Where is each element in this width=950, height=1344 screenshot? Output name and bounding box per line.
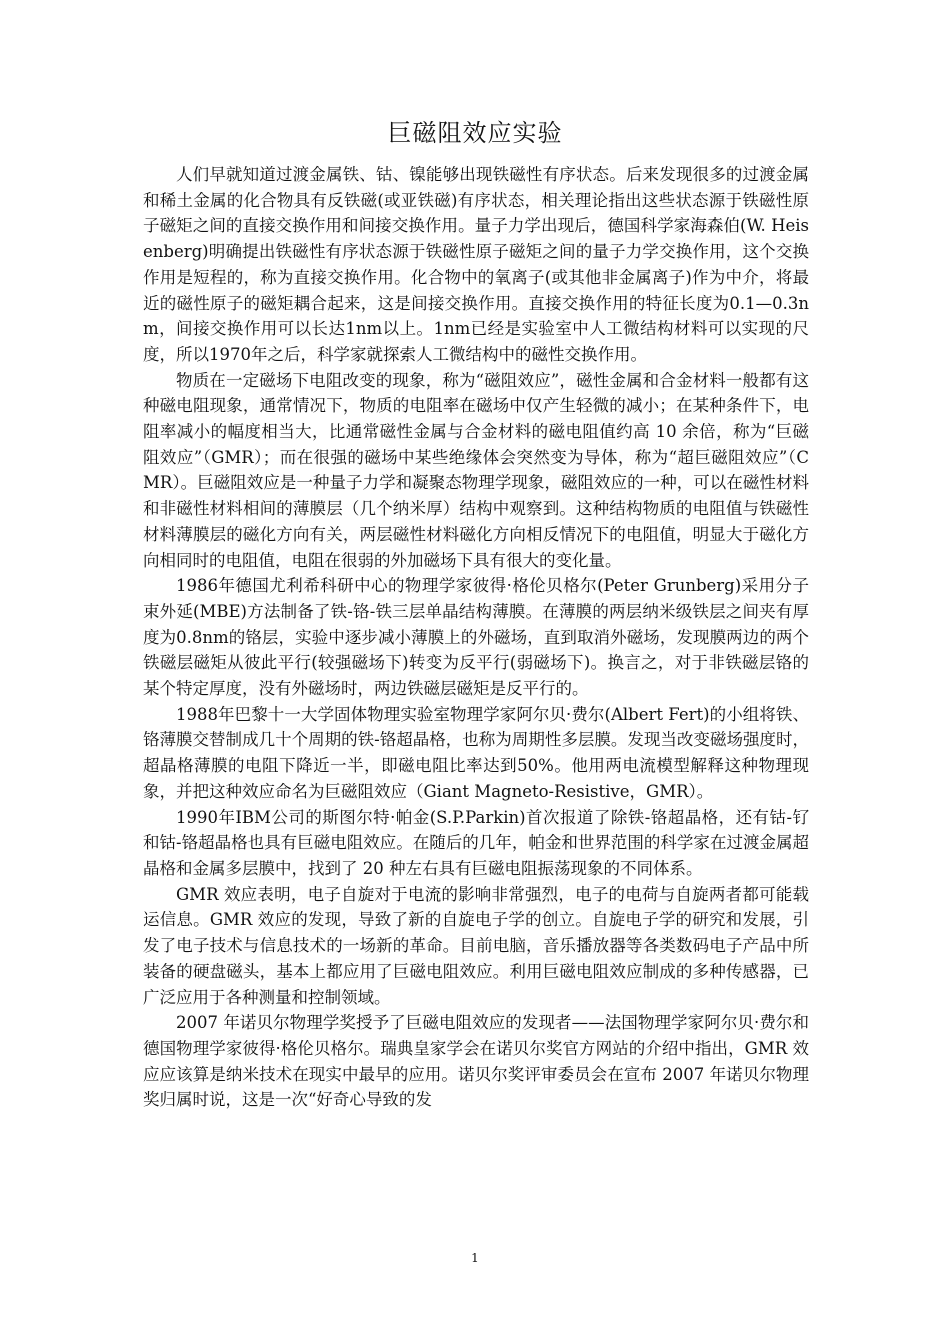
paragraph-magnetoresistance: 物质在一定磁场下电阻改变的现象，称为“磁阻效应”，磁性金属和合金材料一般都有这种磁电阻现象，通常情况下，物质的电阻率在磁场中仅产生轻微的减小；在某种条件下，电阻率减小的幅度相当大，比通常磁性金属与合金材料的磁电阻值约高 10 余倍，称为“巨磁阻效应”（GMR）；而在很强的磁场中某些绝缘体会突然变为导体，称为“超巨磁阻效应”（CMR）。巨磁阻效应是一种量子力学和凝聚态物理学现象，磁阻效应的一种，可以在磁性材料和非磁性材料相间的薄膜层（几个纳米厚）结构中观察到。这种结构物质的电阻值与铁磁性材料薄膜层的磁化方向有关，两层磁性材料磁化方向相反情况下的电阻值，明显大于磁化方向相同时的电阻值，电阻在很弱的外加磁场下具有很大的变化量。 bbox=[143, 370, 809, 570]
paragraph-parkin-1990: 1990年IBM公司的斯图尔特·帕金(S.P.Parkin)首次报道了除铁-铬超晶格，还有钴-钌和钴-铬超晶格也具有巨磁电阻效应。在随后的几年，帕金和世界范围的科学家在过渡金属超晶格和金属多层膜中，找到了 20 种左右具有巨磁电阻振荡现象的不同体系。 bbox=[143, 807, 809, 878]
paragraph-nobel-2007: 2007 年诺贝尔物理学奖授予了巨磁电阻效应的发现者——法国物理学家阿尔贝·费尔和德国物理学家彼得·格伦贝格尔。瑞典皇家学会在诺贝尔奖官方网站的介绍中指出，GMR 效应应该算是纳米技术在现实中最早的应用。诺贝尔奖评审委员会在宣布 2007 年诺贝尔物理奖归属时说，这是一次“好奇心导致的发 bbox=[143, 1013, 809, 1110]
document-body bbox=[143, 162, 809, 1113]
paragraph-fert-1988: 1988年巴黎十一大学固体物理实验室物理学家阿尔贝·费尔(Albert Fert)的小组将铁、铬薄膜交替制成几十个周期的铁-铬超晶格，也称为周期性多层膜。发现当改变磁场强度时，超晶格薄膜的电阻下降近一半，即磁电阻比率达到50%。他用两电流模型解释这种物理现象，并把这种效应命名为巨磁阻效应（Giant Magneto-Resistive，GMR）。 bbox=[143, 704, 809, 801]
paragraph-intro: 人们早就知道过渡金属铁、钴、镍能够出现铁磁性有序状态。后来发现很多的过渡金属和稀土金属的化合物具有反铁磁(或亚铁磁)有序状态，相关理论指出这些状态源于铁磁性原子磁矩之间的直接交换作用和间接交换作用。量子力学出现后，德国科学家海森伯(W. Heisenberg)明确提出铁磁性有序状态源于铁磁性原子磁矩之间的量子力学交换作用，这个交换作用是短程的，称为直接交换作用。化合物中的氧离子(或其他非金属离子)作为中介，将最近的磁性原子的磁矩耦合起来，这是间接交换作用。直接交换作用的特征长度为0.1—0.3nm，间接交换作用可以长达1nm以上。1nm已经是实验室中人工微结构材料可以实现的尺度，所以1970年之后，科学家就探索人工微结构中的磁性交换作用。 bbox=[143, 165, 809, 364]
page-number: 1 bbox=[471, 1251, 479, 1265]
paragraph-gmr-applications: GMR 效应表明，电子自旋对于电流的影响非常强烈，电子的电荷与自旋两者都可能载运信息。GMR 效应的发现，导致了新的自旋电子学的创立。自旋电子学的研究和发展，引发了电子技术与信息技术的一场新的革命。目前电脑，音乐播放器等各类数码电子产品中所装备的硬盘磁头，基本上都应用了巨磁电阻效应。利用巨磁电阻效应制成的多种传感器，已广泛应用于各种测量和控制领域。 bbox=[143, 884, 809, 1007]
paragraph-grunberg-1986: 1986年德国尤利希科研中心的物理学家彼得·格伦贝格尔(Peter Grunberg)采用分子束外延(MBE)方法制备了铁-铬-铁三层单晶结构薄膜。在薄膜的两层纳米级铁层之间夹有厚度为0.8nm的铬层，实验中逐步减小薄膜上的外磁场，直到取消外磁场，发现膜两边的两个铁磁层磁矩从彼此平行(较强磁场下)转变为反平行(弱磁场下)。换言之，对于非铁磁层铬的某个特定厚度，没有外磁场时，两边铁磁层磁矩是反平行的。 bbox=[143, 576, 809, 699]
document-title: 巨磁阻效应实验 bbox=[387, 119, 563, 147]
